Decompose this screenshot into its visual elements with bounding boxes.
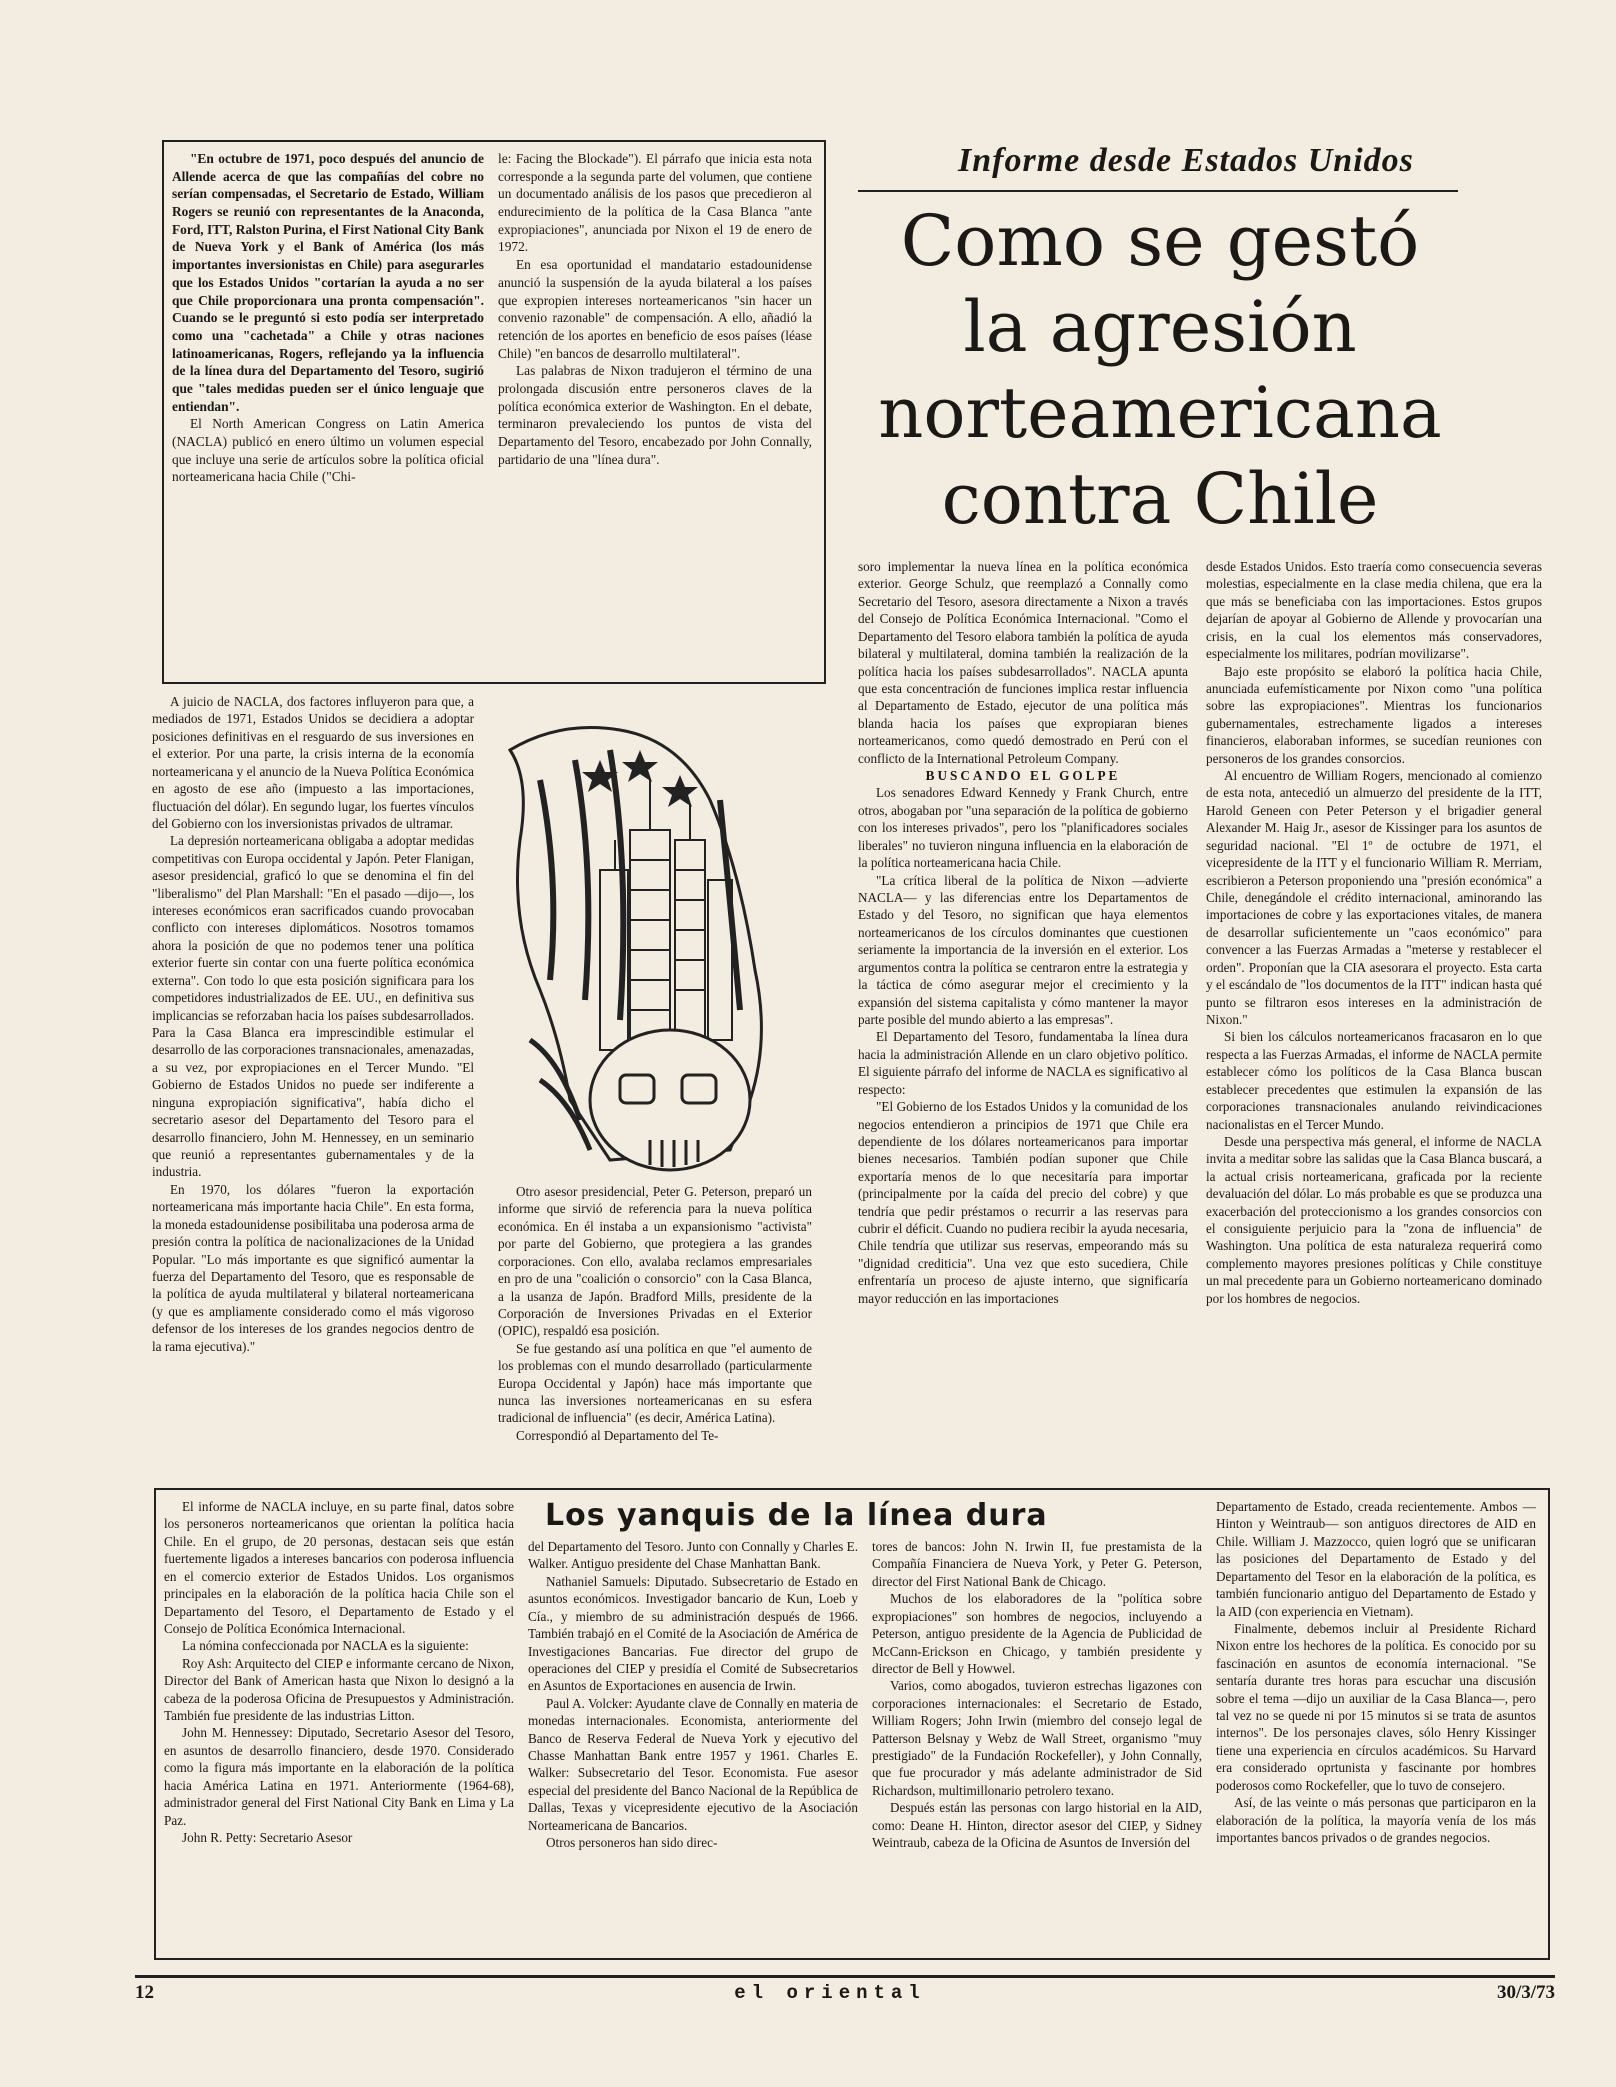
- paragraph: desde Estados Unidos. Esto traería como consecuencia severas molestias, especialmente en la clase media chilena, que era la que más se beneficiaba con las importaciones. Estos grupos dejarían de apoyar al Gobierno de Allende y provocarían una crisis, en la cual los elementos más conservadores, especialmente los militares, podrían movilizarse".: [1206, 559, 1542, 662]
- paragraph: "El Gobierno de los Estados Unidos y la comunidad de los negocios entendieron a principios de 1971 que Chile era dependiente de los dólares norteamericanos para importar bienes necesarios. También podían suponer que Chile exportaría menos de lo que necesitaría para importar (principalmente por la caída del precio del cobre) y que tendría que pedir préstamos o recurrir a las reservas para cubrir el déficit. Cuando no pudiera recibir la ayuda necesaria, Chile tendría que utilizar sus reservas, empeorando más su "dignidad crediticia". Una vez que esto sucediera, Chile enfrentaría un proceso de ajuste interno, que significaría mayor reducción en las importaciones: [858, 1099, 1188, 1306]
- kicker-rule: [858, 190, 1458, 192]
- headline: [860, 198, 1460, 542]
- paragraph: Otros personeros han sido direc-: [546, 1835, 718, 1851]
- bottom-box-column-3: [872, 1538, 1202, 1950]
- body-column-3: [858, 558, 1188, 1478]
- paragraph: Después están las personas con largo historial en la AID, como: Deane H. Hinton, director asesor del CIEP, y Sidney Weintraub, cabeza de la Oficina de Asuntos de Inversión del: [872, 1800, 1202, 1851]
- paragraph: Se fue gestando así una política en que "el aumento de los problemas con el mundo desarrollado (particularmente Europa Occidental y Japón) hace más importante que nunca las inversiones norteamericanas en su esfera tradicional de influencia" (es decir, América Latina).: [498, 1340, 812, 1426]
- headline-line-1: Como se gestó: [900, 200, 1420, 282]
- paragraph: Desde una perspectiva más general, el informe de NACLA invita a meditar sobre las salidas que la Casa Blanca buscará, a la actual crisis norteamericana, graficada por la reciente devaluación del dólar. Lo más probable es que se produzca una exacerbación del proteccionismo a los grandes consorcios con el consiguiente perjuicio para la "zona de influencia" de Washington. Una política de esta naturaleza requerirá como complemento mayores presiones políticas y Chile constituye un mal precedente para un Gobierno norteamericano dominado por los hombres de negocios.: [1206, 1133, 1542, 1306]
- paragraph: Muchos de los elaboradores de la "política sobre expropiaciones" son hombres de negocios, incluyendo a Peterson, antiguo presidente de la Agencia de Publicidad de McCann-Erickson en Chicago, y también presidente y director de Bell y Howwel.: [872, 1591, 1202, 1676]
- headline-line-2: la agresión: [963, 286, 1357, 368]
- paragraph: Así, de las veinte o más personas que participaron en la elaboración de la política, la mayoría venía de los más importantes bancos privados o de grandes negocios.: [1216, 1795, 1536, 1846]
- paragraph: Si bien los cálculos norteamericanos fracasaron en lo que respecta a las Fuerzas Armadas, el informe de NACLA permite establecer cómo los políticos de la Casa Blanca buscan establecer precedentes que estimulen la expansión de las corporaciones transnacionales anulando reivindicaciones nacionalistas en el Tercer Mundo.: [1206, 1029, 1542, 1132]
- paragraph: tores de bancos: John N. Irwin II, fue prestamista de la Compañía Financiera de Nueva York, y Peter G. Peterson, director del First National Bank de Chicago.: [872, 1539, 1202, 1589]
- paragraph: En 1970, los dólares "fueron la exportación norteamericana más importante hacia Chile". En esta forma, la moneda estadounidense posibilitaba una poderosa arma de presión contra la política de nacionalizaciones de la Unidad Popular. "Lo más importante es que significó aumentar la fuerza del Departamento del Tesoro, que es responsable de la política de ayuda multilateral y bilateral norteamericana (y que es ampliamente considerado como el más vigoroso defensor de los intereses de los grandes negocios dentro de la rama ejecutiva).": [152, 1181, 474, 1354]
- paragraph: Nathaniel Samuels: Diputado. Subsecretario de Estado en asuntos económicos. Investigador bancario de Kun, Loeb y Cía., y miembro de su administración después de 1966. También trabajó en el Comité de la Asociación de América de Investigaciones Bancarias. Fue director del grupo de operaciones del CIEP y presidía el Comité de Subsecretarios en Asuntos de Exportaciones en ausencia de Irwin.: [528, 1573, 858, 1694]
- paragraph: le: Facing the Blockade"). El párrafo que inicia esta nota corresponde a la segunda parte del volumen, que contiene un documentado análisis de los pasos que precedieron al endurecimiento de la política de la Casa Blanca "ante expropiaciones", anunciada por Nixon el 19 de enero de 1972.: [498, 151, 812, 255]
- footer-rule: [135, 1975, 1555, 1978]
- body-column-4: [1206, 558, 1542, 1478]
- paragraph: El North American Congress on Latin America (NACLA) publicó en enero último un volumen especial que incluye una serie de artículos sobre la política oficial norteamericana hacia Chile ("Chi-: [172, 416, 484, 485]
- paragraph: El Departamento del Tesoro, fundamentaba la línea dura hacia la administración Allende en un claro objetivo político. El siguiente párrafo del informe de NACLA es significativo al respecto:: [858, 1029, 1188, 1097]
- paragraph: Bajo este propósito se elaboró la política hacia Chile, anunciada eufemísticamente por Nixon como "una política sobre las expropiaciones". Mientras los funcionarios gubernamentales, estrechamente ligados a intereses financieros, elaboraban informes, se sucedían reuniones con personeros de los grandes consorcios.: [1206, 663, 1542, 766]
- bottom-box-title: Los yanquis de la línea dura: [545, 1498, 1048, 1533]
- section-kicker: Informe desde Estados Unidos: [958, 142, 1414, 179]
- paragraph: Correspondió al Departamento del Te-: [516, 1427, 719, 1443]
- paragraph: "En octubre de 1971, poco después del anuncio de Allende acerca de que las compañías del cobre no serían compensadas, el Secretario de Estado, William Rogers se reunió con representantes de la Anaconda, Ford, ITT, Ralston Purina, el First National City Bank de Nueva York y el Bank of América (los más importantes inversionistas en Chile) para asegurarles que los Estados Unidos "cortarían la ayuda a no ser que Chile proporcionara una pronta compensación". Cuando se le preguntó si esto podía ser interpretado como una "cachetada" a Chile y otras naciones latinoamericanas, Rogers, reflejando ya la influencia de la línea dura del Departamento del Tesoro, sugirió que "tales medidas pueden ser el único lenguaje que entiendan".: [172, 151, 484, 414]
- paragraph: La depresión norteamericana obligaba a adoptar medidas competitivas con Europa occidental y Japón. Peter Flanigan, asesor presidencial, graficó lo que se denomina el fin del "liberalismo" del Plan Marshall: "En el pasado —dijo—, los intereses económicos eran sacrificados cuando provocaban conflicto con intereses diplomáticos. Nosotros tomamos ahora la posición de que no podemos tener una política exterior fuerte sin contar con una fuerte política económica externa". Con todo lo que esta posición significara para los competidores industrializados de EE. UU., en definitiva sus implicancias se reforzaban hacia los países subdesarrollados. Para la Casa Blanca era imprescindible estimular el desarrollo de las corporaciones transnacionales, amenazadas, a su vez, por expropiaciones en el Tercer Mundo. "El Gobierno de Estados Unidos no puede ser indiferente a ninguna expropiación significativa", había dicho el secretario asesor del Departamento del Tesoro para el desarrollo financiero, John M. Hennessey, en un seminario que reunió a representantes gubernamentales y de la industria.: [152, 833, 474, 1180]
- bottom-box-column-4: [1216, 1498, 1536, 1950]
- skull-flag-cartoon-illustration: [500, 720, 800, 1180]
- publication-name: el oriental: [734, 1982, 926, 2004]
- body-column-1: [152, 693, 474, 1473]
- paragraph: La nómina confeccionada por NACLA es la siguiente:: [182, 1638, 469, 1654]
- bottom-box-column-2: [528, 1538, 858, 1950]
- paragraph: Al encuentro de William Rogers, mencionado al comienzo de esta nota, antecedió un almuerzo del presidente de la ITT, Harold Geneen con Peter Peterson y el brigadier general Alexander M. Haig Jr., asesor de Kissinger para los asuntos de seguridad nacional. "El 1º de octubre de 1971, el vicepresidente de la ITT y el funcionario William R. Merriam, escribieron a Peterson proponiendo una "presión económica" a Chile, denegándole el crédito internacional, aminorando las importaciones de cobre y las exportaciones vitales, de manera de desarrollar suficientemente un "caos económico" para convencer a las Fuerzas Armadas a "meterse y restablecer el orden". Proponían que la CIA asesorara el proyecto. Esta carta y el escándalo de "los documentos de la ITT" indican hasta qué punto se filtraron esos intereses en la administración de Nixon.": [1206, 768, 1542, 1027]
- paragraph: Varios, como abogados, tuvieron estrechas ligazones con corporaciones internacionales: el Secretario de Estado, William Rogers; John Irwin (miembro del consejo legal de Patterson Belsnay y Webz de Wall Street, organismo "muy prestigiado" de la Fundación Rockefeller), y John Connally, que fue procurador y más adelante administrador de Sid Richardson, multimillonario petrolero texano.: [872, 1678, 1202, 1798]
- paragraph: John M. Hennessey: Diputado, Secretario Asesor del Tesoro, en asuntos de desarrollo financiero, desde 1970. Considerado como la figura más importante en la elaboración de la política hacia América Latina en 1971. Anteriormente (1964-68), administrador general del First National City Bank en Lima y La Paz.: [164, 1725, 514, 1828]
- paragraph: Finalmente, debemos incluir al Presidente Richard Nixon entre los hechores de la política. Es conocido por su fascinación en asuntos de economía internacional. "Se sentaría durante tres horas para escuchar una discusión sobre el tema —dijo un auxiliar de la Casa Blanca—, pero tal vez no se quede ni por 15 minutos si se trata de asuntos internos". De los personajes claves, sólo Henry Kissinger tiene una experiencia en círculos académicos. Su Harvard era considerado oprtunista y fascinante por hombres poderosos como Rockefeller, que lo tuvo de consejero.: [1216, 1620, 1536, 1793]
- illustration: [500, 720, 800, 1180]
- paragraph: del Departamento del Tesoro. Junto con Connally y Charles E. Walker. Antiguo presidente del Chase Manhattan Bank.: [528, 1539, 858, 1572]
- paragraph: "La crítica liberal de la política de Nixon —advierte NACLA— y las diferencias entre los Departamentos de Estado y del Tesoro, no significan que haya elementos norteamericanos de los círculos dominantes que cuestionen seriamente la importancia de la inversión en el exterior. Los argumentos contra la política se centraron entre la estrategia y la táctica de cómo asegurar mejor el crecimiento y la expansión del sistema capitalista y cómo mantener la mayor parte posible del mundo abierto a las empresas".: [858, 872, 1188, 1027]
- paragraph: John R. Petty: Secretario Asesor: [182, 1830, 353, 1846]
- paragraph: Los senadores Edward Kennedy y Frank Church, entre otros, abogaban por "una separación de la política de gobierno con los intereses privados", pero los "planificadores sociales liberales" no tuvieron ninguna influencia en la elaboración de la política norteamericana hacia Chile.: [858, 785, 1188, 871]
- paragraph: El informe de NACLA incluye, en su parte final, datos sobre los personeros norteamericanos que orientan la política hacia Chile. En el grupo, de 20 personas, destacan seis que están fuertemente ligados a intereses bancarios con poderosa influencia en el comercio exterior de Estados Unidos. Los organismos principales en la elaboración de la política hacia Chile son el Departamento del Tesoro, el Departamento de Estado y el Consejo de Política Económica Internacional.: [164, 1499, 514, 1636]
- paragraph: Las palabras de Nixon tradujeron el término de una prolongada discusión entre personeros claves de la política económica exterior de Washington. En el debate, terminaron prevaleciendo los puntos de vista del Departamento del Tesoro, encabezado por John Connally, partidario de una "línea dura".: [498, 363, 812, 467]
- paragraph: A juicio de NACLA, dos factores influyeron para que, a mediados de 1971, Estados Unidos se decidiera a adoptar posiciones definitivas en el resguardo de sus inversiones en el exterior. Por una parte, la crisis interna de la economía norteamericana y el anuncio de la Nueva Política Económica en agosto de ese año (impuesto a las importaciones, fluctuación del dólar). En segundo lugar, los fuertes vínculos del Gobierno con los inversionistas privados de ultramar.: [152, 694, 474, 831]
- paragraph: Roy Ash: Arquitecto del CIEP e informante cercano de Nixon, Director del Bank of American hasta que Nixon lo designó a la cabeza de la poderosa Oficina de Presupuestos y Administración. También fue presidente de las industrias Litton.: [164, 1655, 514, 1724]
- paragraph: Otro asesor presidencial, Peter G. Peterson, preparó un informe que sirvió de referencia para la nueva política económica. En él instaba a un expansionismo "activista" por parte del Gobierno, que protegiera a las grandes corporaciones. Con ello, avalaba reclamos empresariales en pro de una "coalición o consorcio" con la Casa Blanca, a la usanza de Japón. Bradford Mills, presidente de la Corporación de Inversiones Privadas en el Exterior (OPIC), respaldó esa posición.: [498, 1184, 812, 1339]
- body-column-2: [498, 1183, 812, 1478]
- intro-box-left-column: [172, 150, 484, 675]
- paragraph: Paul A. Volcker: Ayudante clave de Connally en materia de monedas internacionales. Economista, anteriormente del Banco de Reserva Federal de Nueva York y ejecutivo del Chasse Manhattan Bank entre 1957 y 1961. Charles E. Walker: Subsecretario del Tesor. Economista. Fue asesor especial del presidente del Banco Nacional de la República de Dallas, Texas y vicepresidente ejecutivo de la Asociación Norteamericana de Bancarios.: [528, 1695, 858, 1833]
- publication-date: 30/3/73: [1496, 1982, 1555, 2003]
- paragraph: Departamento de Estado, creada recientemente. Ambos —Hinton y Weintraub— son antiguos directores de AID en Chile. William J. Mazzocco, quien logró que se unificaran las posiciones del Departamento de Estado y del Departamento del Tesor en la elaboración de la política, es también funcionario antiguo del Departamento de Estado y la AID (con experiencia en Vietnam).: [1216, 1499, 1536, 1619]
- page-number: 12: [135, 1982, 154, 2003]
- intro-box-right-column: [498, 150, 812, 675]
- paragraph: En esa oportunidad el mandatario estadounidense anunció la suspensión de la ayuda bilateral a los países que expropien intereses norteamericanos "sin hacer un convenio razonable" de compensación. A ello, añadió la retención de los aportes en beneficio de esos países (léase Chile) "en bancos de desarrollo multilateral".: [498, 257, 812, 361]
- headline-line-4: contra Chile: [941, 458, 1379, 540]
- bottom-box-column-1: [164, 1498, 514, 1950]
- section-heading: BUSCANDO EL GOLPE: [925, 768, 1121, 784]
- paragraph: soro implementar la nueva línea en la política económica exterior. George Schulz, que reemplazó a Connally como Secretario del Tesoro, asesora directamente a Nixon a través del Consejo de Política Económica Internacional. "Como el Departamento del Tesoro elabora también la política de ayuda bilateral y multilateral, domina también la realización de la política hacia los países subdesarrollados". NACLA apunta que esta concentración de funciones implica restar influencia al Departamento de Estado, ejecutor de una política más blanda hacia los países que expropiaran bienes norteamericanos, como quedó demostrado en Perú con el conflicto de la International Petroleum Company.: [858, 559, 1188, 766]
- headline-line-3: norteamericana: [878, 372, 1442, 454]
